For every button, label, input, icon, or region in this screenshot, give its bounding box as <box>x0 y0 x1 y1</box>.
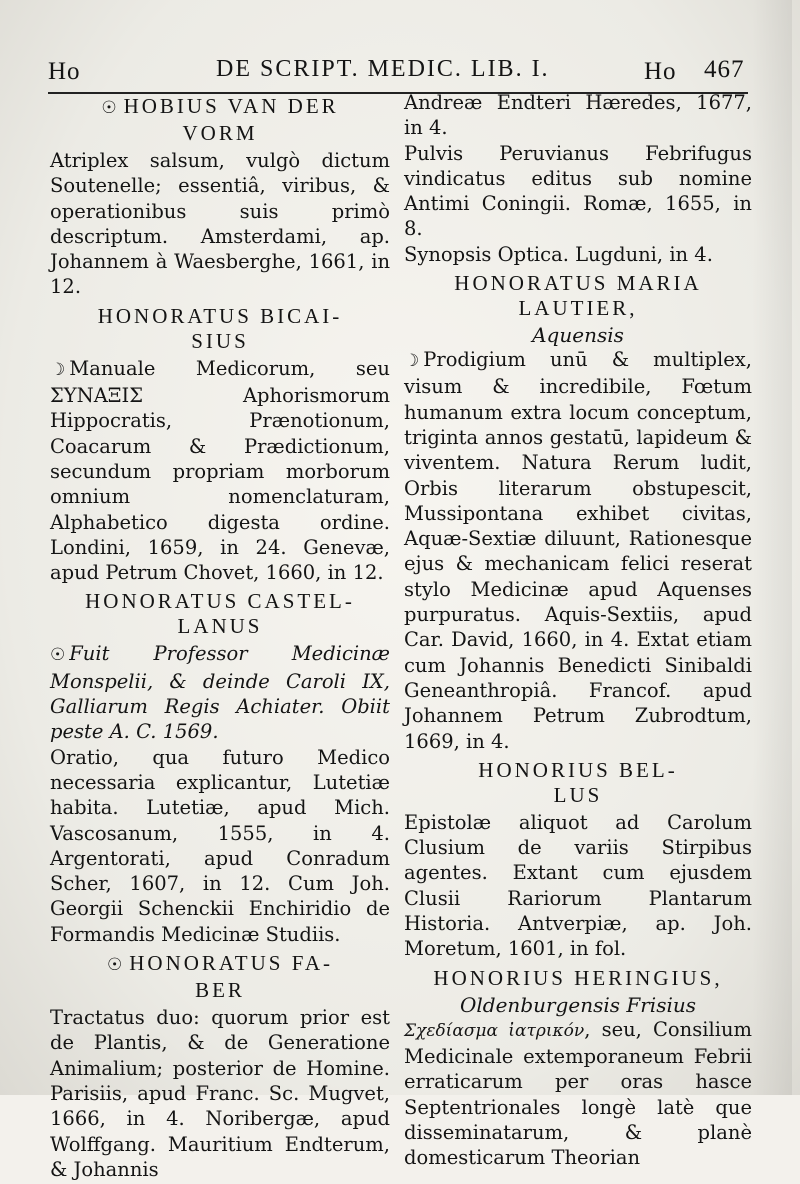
entry-lautier <box>404 271 752 754</box>
entry-text: Tractatus duo: quorum prior est de Plantis, & de Generatione Animalium; posterior de Homine. Parisiis, apud Franc. Sc. Mugvet, 1666, in 4. Noribergæ, apud Wolffgang. Mauritium Endterum, & Johannis <box>50 1006 390 1181</box>
entry-subhead: Oldenburgensis Frisius <box>460 992 696 1017</box>
entry-faber <box>50 951 390 1182</box>
sun-symbol-icon: ☉ <box>50 645 66 666</box>
entry-heading <box>50 589 390 639</box>
left-column <box>50 90 390 1184</box>
sun-symbol-icon: ☉ <box>101 98 120 118</box>
entry-text-wrap <box>404 347 752 754</box>
entry-text: Epistolæ aliquot ad Carolum Clusium de variis Stirpibus agentes. Extant cum ejusdem Clusii Rariorum Plantarum Historia. Antverpiæ, ap. Joh. Moretum, 1601, in fol. <box>404 810 752 961</box>
entry-text: , seu, Consilium Medicinale extemporaneum Febrii erraticarum per oras hasce Septentrionales longè latè que disseminatarum, & planè domesticarum Theorian <box>404 1017 752 1170</box>
entry-text-wrap <box>404 1017 752 1171</box>
moon-symbol-icon: ☽ <box>404 351 420 372</box>
pulvis-entry: Pulvis Peruvianus Febrifugus vindicatus editus sub nomine Antimi Coningii. Romæ, 1655, in 8. <box>404 141 752 241</box>
heading-line-2: LANUS <box>177 614 263 639</box>
heading-line-2: LAUTIER, <box>518 296 638 321</box>
entry-subhead: Aquensis <box>532 323 624 348</box>
entry-text: Atriplex salsum, vulgò dictum Soutenelle; essentiâ, viribus, & operationibus suis primò descriptum. Amsterdami, ap. Johannem à Waesberghe, 1661, in 12. <box>50 149 390 299</box>
heading-line-1: HONORATUS FA- <box>129 951 333 976</box>
heading-line-2: VORM <box>182 121 258 145</box>
entry-heading <box>50 951 390 1003</box>
greek-title: Σχεδίασμα ἰατρικόν <box>404 1020 585 1041</box>
biographical-note-wrap <box>50 641 390 744</box>
page-number: 467 <box>704 56 745 83</box>
header-right-catchword: Ho <box>644 58 677 85</box>
heading-line-2: SIUS <box>191 328 249 353</box>
header-left-catchword: Ho <box>48 58 81 85</box>
entry-heading <box>404 758 752 808</box>
right-column <box>404 90 752 1172</box>
heading-line-1: HONORIUS BEL- <box>478 757 678 782</box>
page-edge-shadow <box>752 0 792 1095</box>
entry-heading <box>50 94 390 146</box>
heading-line-1: HONORATUS CASTEL- <box>85 589 355 614</box>
synopsis-entry: Synopsis Optica. Lugduni, in 4. <box>404 242 713 266</box>
sun-symbol-icon: ☉ <box>107 955 126 976</box>
continued-text: Andreæ Endteri Hæredes, 1677, in 4. <box>404 91 752 140</box>
biographical-note: Fuit Professor Medicinæ Monspelii, & deinde Caroli IX, Galliarum Regis Achiater. Obiit peste A. C. 1569. <box>50 642 390 744</box>
entry-bellus <box>404 758 752 962</box>
heading-line-1: HONORATUS MARIA <box>454 271 702 296</box>
entry-castellanus <box>50 589 390 947</box>
heading-line-2: BER <box>195 978 245 1003</box>
entry-heading <box>404 271 752 321</box>
entry-heringius <box>404 966 752 1171</box>
entry-text: Prodigium unū & multiplex, visum & incredibile, Fœtum humanum extra locum conceptum, triginta annos gestatū, lapideum & viventem. Natura Rerum ludit, Orbis literarum obstupescit, Mussipontana exhibet civitas, Aquæ-Sextiæ diluunt, Rationesque ejus & mechanicam felici reserat stylo Medicinæ apud Aquenses purpuratus. Aquis-Sextiis, apud Car. David, 1660, in 4. Extat etiam cum Johannis Benedicti Sinibaldi Geneanthropiâ. Francof. apud Johannem Petrum Zubrodtum, 1669, in 4. <box>404 348 752 753</box>
entry-text: Manuale Medicorum, seu ΣΥΝΑΞΙΣ Aphorismorum Hippocratis, Prænotionum, Coacarum & Prædictionum, secundum propriam morborum omnium nomenclaturam, Alphabetico digesta ordine. Londini, 1659, in 24. Genevæ, apud Petrum Chovet, 1660, in 12. <box>50 356 390 585</box>
moon-symbol-icon: ☽ <box>50 359 66 380</box>
entry-bicaisius <box>50 304 390 586</box>
running-header <box>40 56 748 94</box>
heading-line-2: LUS <box>553 782 603 807</box>
entry-hobius <box>50 94 390 300</box>
heading-line-1: HONORATUS BICAI- <box>97 303 343 328</box>
header-title: DE SCRIPT. MEDIC. LIB. I. <box>216 56 550 82</box>
entry-text: Oratio, qua futuro Medico necessaria explicantur, Lutetiæ habita. Lutetiæ, apud Mich. Vascosanum, 1555, in 4. Argentorati, apud Conradum Scher, 1607, in 12. Cum Joh. Georgii Schenckii Enchiridio de Formandis Medicinæ Studiis. <box>50 745 390 946</box>
heading-line-1: HOBIUS VAN DER <box>123 94 339 118</box>
entry-heading: HONORIUS HERINGIUS, <box>433 965 723 990</box>
entry-heading <box>50 304 390 354</box>
entry-text-wrap <box>50 356 390 586</box>
